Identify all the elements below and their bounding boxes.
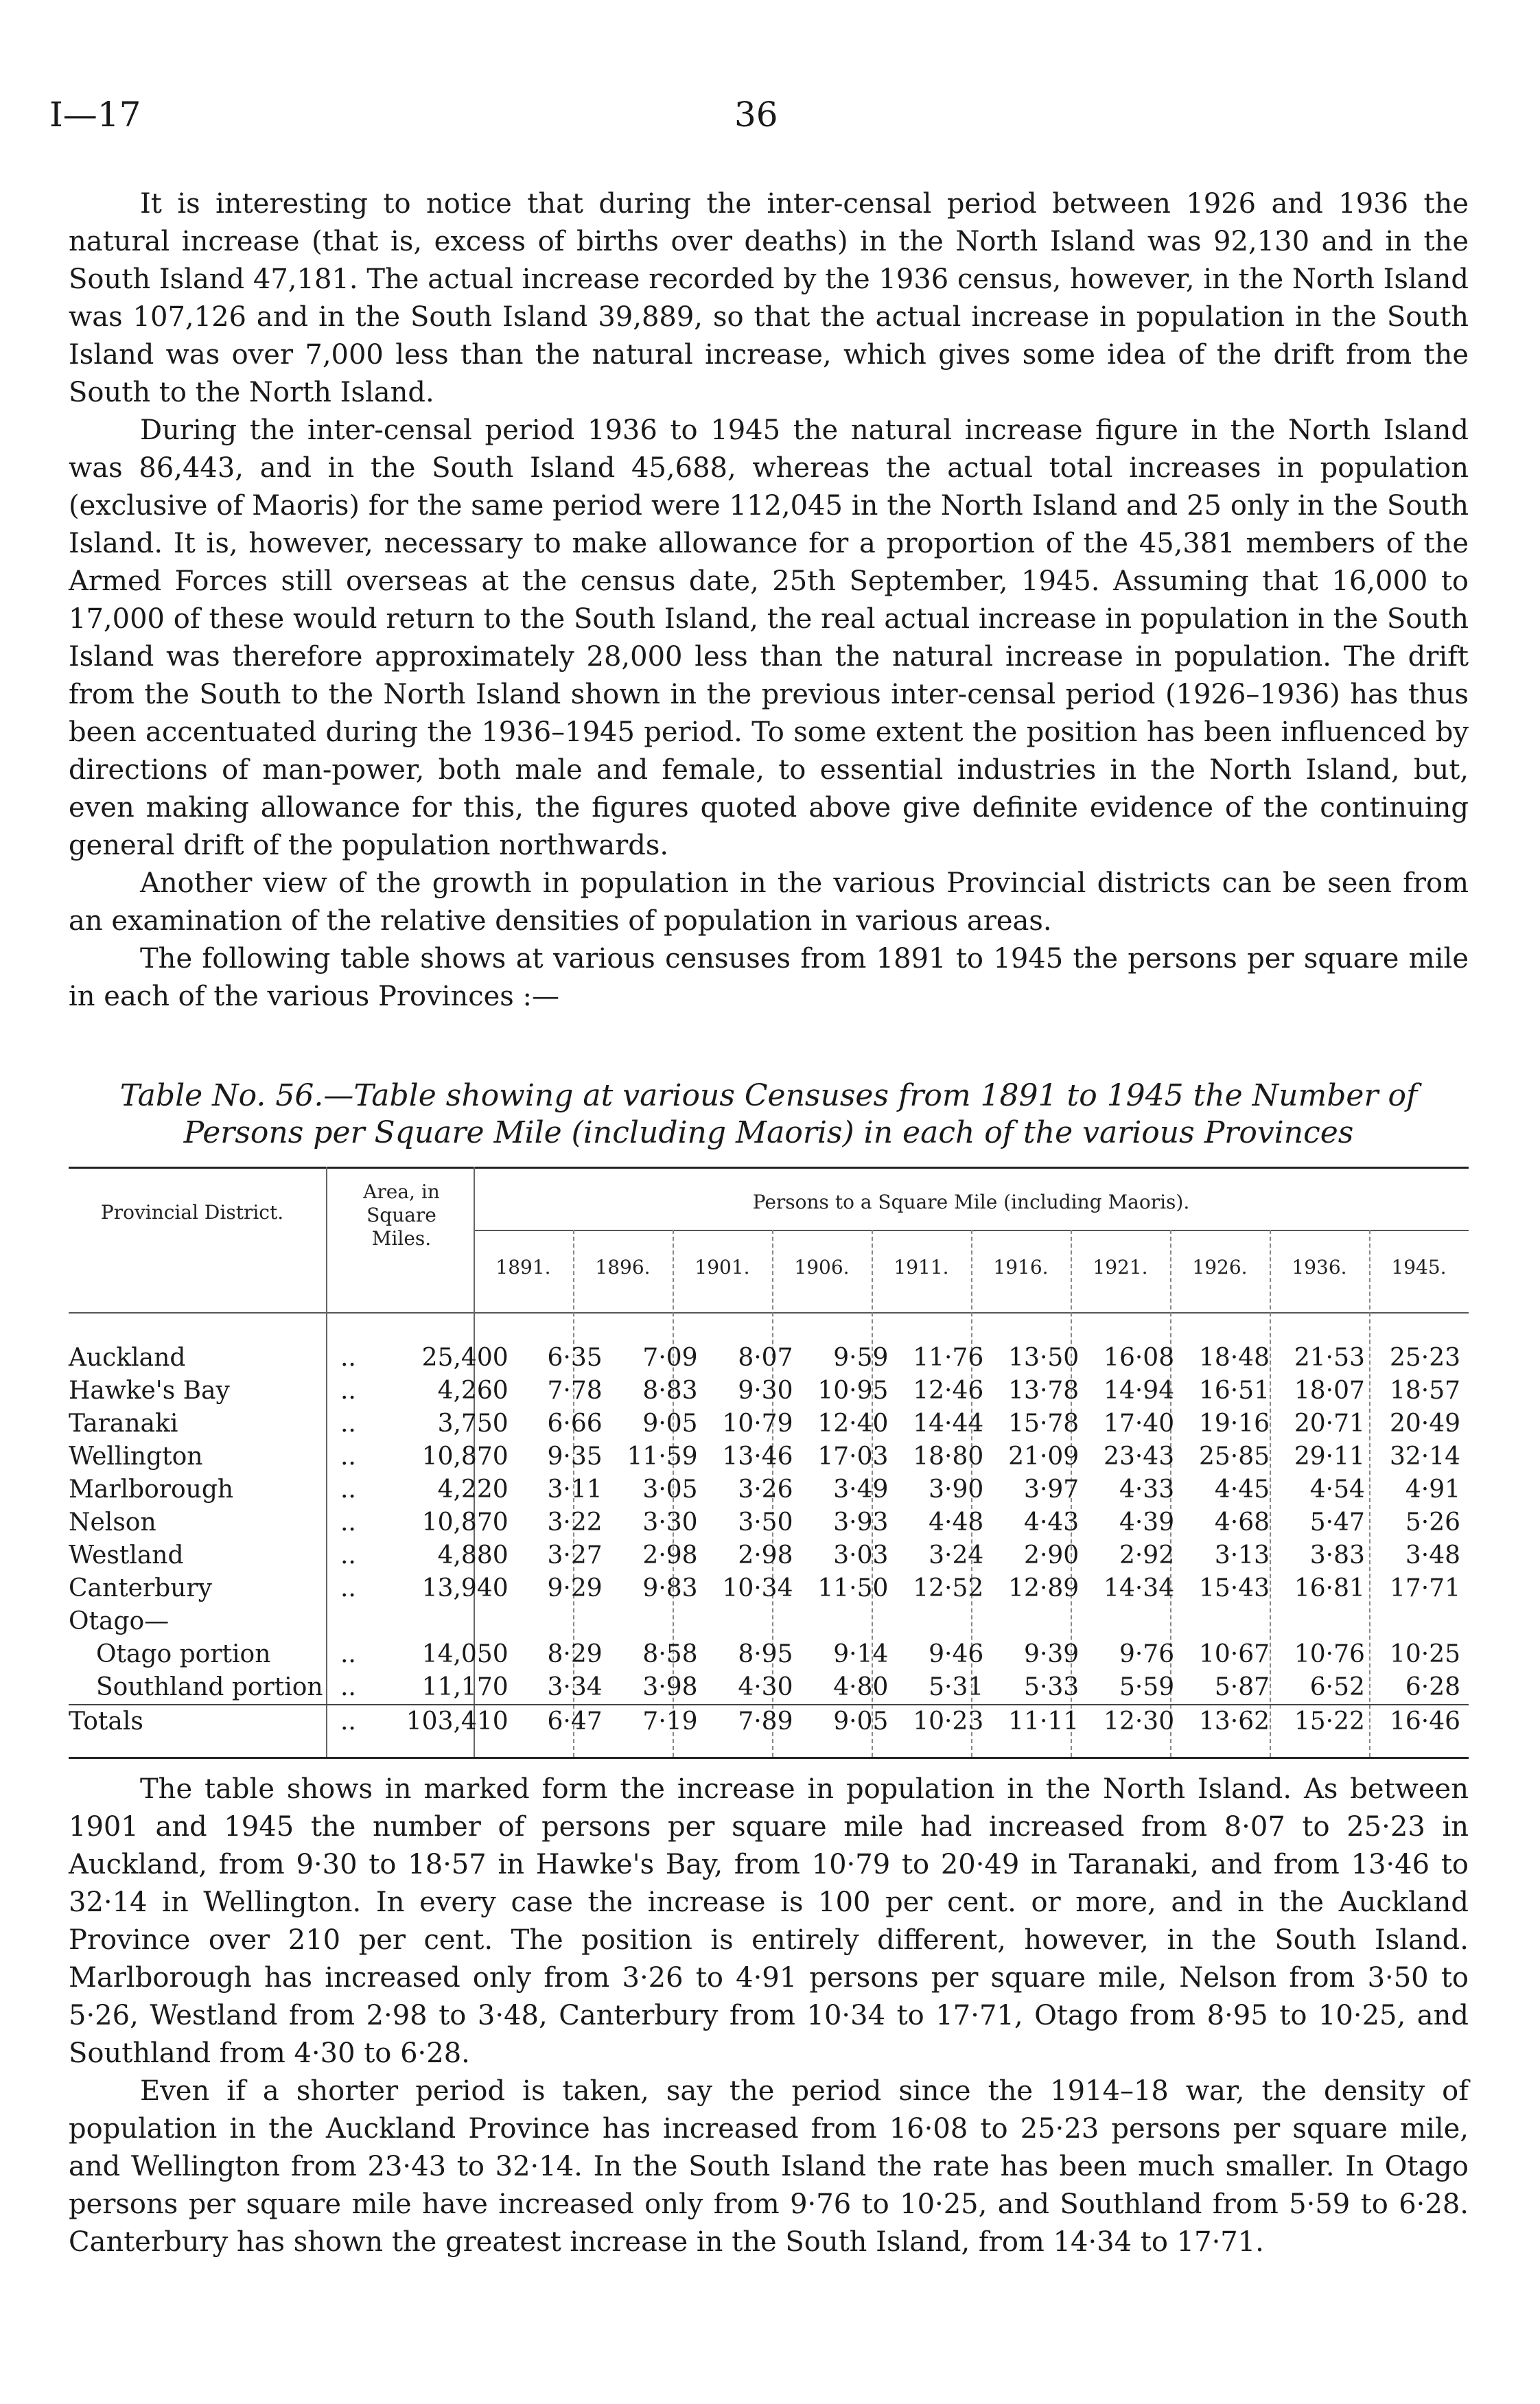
density-cell: 5·47 (1309, 1508, 1365, 1537)
density-cell: 20·49 (1389, 1410, 1460, 1438)
header-year: 1901. (695, 1256, 750, 1279)
density-table (69, 1342, 1469, 1738)
density-cell: 3·90 (929, 1475, 984, 1504)
density-cell: 8·83 (642, 1377, 698, 1405)
empty-cell (706, 1605, 802, 1638)
district-name: Hawke's Bay (69, 1377, 230, 1405)
density-cell: 29·11 (1294, 1443, 1365, 1471)
density-cell: 9·76 (1119, 1640, 1175, 1668)
density-cell: 3·13 (1214, 1541, 1270, 1569)
paragraph: Even if a shorter period is taken, say the period since the 1914–18 war, the density of population in the Auckland Province has increased from 16·08 to 25·23 persons per square mile, and Wellington from 23·43 to 32·14. In the South Island the rate has been much smaller. In Otago persons per square mile have increased only from 9·76 to 10·25, and Southland from 5·59 to 6·28. Canterbury has shown the greatest increase in the South Island, from 14·34 to 17·71. (69, 2075, 1469, 2258)
density-cell: 8·95 (738, 1640, 793, 1668)
density-cell: 14·34 (1104, 1574, 1175, 1602)
density-cell: 12·89 (1008, 1574, 1080, 1602)
density-cell: 7·89 (706, 1705, 802, 1738)
density-cell: 10·95 (817, 1377, 889, 1405)
density-cell: 7·78 (547, 1377, 603, 1405)
district-name: Nelson (69, 1508, 156, 1537)
density-cell: 4·43 (1024, 1508, 1080, 1537)
density-cell: 9·59 (833, 1344, 889, 1372)
area-cell: 14,050 (421, 1640, 509, 1668)
body-text-top (69, 185, 1469, 1016)
density-cell: 11·59 (627, 1443, 698, 1471)
table-row (69, 1705, 1469, 1738)
density-cell: 3·24 (929, 1541, 984, 1569)
density-cell: 12·52 (913, 1574, 984, 1602)
leader-dots: .. (340, 1508, 356, 1537)
table-row (69, 1375, 1469, 1408)
table-row (69, 1473, 1469, 1506)
density-cell: 14·94 (1104, 1377, 1175, 1405)
density-cell: 25·23 (1389, 1344, 1460, 1372)
density-cell: 15·43 (1198, 1574, 1270, 1602)
density-cell: 13·46 (722, 1443, 793, 1471)
density-cell: 7·09 (642, 1344, 698, 1372)
leader-dots: .. (340, 1344, 356, 1372)
empty-cell (611, 1605, 706, 1638)
density-cell: 6·35 (547, 1344, 603, 1372)
empty-cell (327, 1605, 394, 1638)
density-cell: 13·50 (1008, 1344, 1080, 1372)
density-cell: 5·26 (1405, 1508, 1460, 1537)
density-cell: 19·16 (1198, 1410, 1270, 1438)
density-cell: 23·43 (1104, 1443, 1175, 1471)
district-name: Totals (69, 1705, 327, 1738)
area-cell: 3,750 (437, 1410, 509, 1438)
area-cell: 10,870 (421, 1508, 509, 1537)
density-cell: 9·05 (642, 1410, 698, 1438)
density-cell: 12·46 (913, 1377, 984, 1405)
header-year: 1945. (1391, 1256, 1447, 1279)
density-cell: 4·45 (1214, 1475, 1270, 1504)
density-cell: 11·76 (913, 1344, 984, 1372)
density-cell: 5·31 (929, 1673, 984, 1701)
density-cell: 25·85 (1198, 1443, 1270, 1471)
empty-cell (1087, 1605, 1182, 1638)
page-number: 36 (734, 95, 778, 135)
header-year: 1921. (1093, 1256, 1148, 1279)
density-cell: 4·39 (1119, 1508, 1175, 1537)
density-cell: 3·49 (833, 1475, 889, 1504)
area-cell: 4,220 (437, 1475, 509, 1504)
density-cell: 9·83 (642, 1574, 698, 1602)
density-cell: 21·53 (1294, 1344, 1365, 1372)
density-cell: 5·33 (1024, 1673, 1080, 1701)
leader-dots: .. (340, 1443, 356, 1471)
district-name: Auckland (69, 1344, 186, 1372)
density-cell: 11·50 (817, 1574, 889, 1602)
leader-dots: .. (340, 1541, 356, 1569)
otago-heading: Otago— (69, 1607, 170, 1635)
header-persons-group: Persons to a Square Mile (including Maoris). (752, 1191, 1190, 1213)
density-cell: 12·40 (817, 1410, 889, 1438)
paragraph: The following table shows at various censuses from 1891 to 1945 the persons per square mile in each of the various Provinces :— (69, 943, 1469, 1012)
table-top-rule (69, 1167, 1469, 1169)
density-cell: 3·26 (738, 1475, 793, 1504)
density-cell: 3·48 (1405, 1541, 1460, 1569)
density-cell: 12·30 (1087, 1705, 1182, 1738)
density-cell: 8·58 (642, 1640, 698, 1668)
paragraph: Another view of the growth in population in the various Provincial districts can be seen from an examination of the relative densities of population in various areas. (69, 867, 1469, 937)
density-cell: 18·57 (1389, 1377, 1460, 1405)
density-cell: 3·11 (547, 1475, 603, 1504)
density-cell: 10·34 (722, 1574, 793, 1602)
empty-cell (394, 1605, 522, 1638)
empty-cell (1182, 1605, 1278, 1638)
density-cell: 10·25 (1389, 1640, 1460, 1668)
density-cell: 8·07 (738, 1344, 793, 1372)
empty-cell (896, 1605, 992, 1638)
table-row (69, 1408, 1469, 1440)
density-cell: 17·40 (1104, 1410, 1175, 1438)
report-code: I—17 (49, 95, 141, 135)
density-cell: 3·97 (1024, 1475, 1080, 1504)
density-cell: 3·93 (833, 1508, 889, 1537)
body-text-bottom (69, 1771, 1469, 2261)
density-cell: 16·46 (1373, 1705, 1469, 1738)
density-cell: 16·08 (1104, 1344, 1175, 1372)
density-cell: 3·50 (738, 1508, 793, 1537)
density-cell: 10·79 (722, 1410, 793, 1438)
density-cell: 10·76 (1294, 1640, 1365, 1668)
density-cell: 4·48 (929, 1508, 984, 1537)
density-cell: 9·14 (833, 1640, 889, 1668)
density-cell: 9·35 (547, 1443, 603, 1471)
empty-cell (1373, 1605, 1469, 1638)
density-cell: 3·27 (547, 1541, 603, 1569)
density-cell: 4·33 (1119, 1475, 1175, 1504)
header-bottom-rule (69, 1312, 1469, 1314)
density-cell: 3·98 (642, 1673, 698, 1701)
leader-dots: .. (340, 1640, 356, 1668)
density-cell: 5·59 (1119, 1673, 1175, 1701)
density-cell: 2·90 (1024, 1541, 1080, 1569)
table-row (69, 1506, 1469, 1539)
paragraph: The table shows in marked form the increase in population in the North Island. As between 1901 and 1945 the number of persons per square mile had increased from 8·07 to 25·23 in Auckland, from 9·30 to 18·57 in Hawke's Bay, from 10·79 to 20·49 in Taranaki, and from 13·46 to 32·14 in Wellington. In every case the increase is 100 per cent. or more, and in the Auckland Province over 210 per cent. The position is entirely different, however, in the South Island. Marlborough has increased only from 3·26 to 4·91 persons per square mile, Nelson from 3·50 to 5·26, Westland from 2·98 to 3·48, Canterbury from 10·34 to 17·71, Otago from 8·95 to 10·25, and Southland from 4·30 to 6·28. (69, 1773, 1469, 2069)
table-bottom-rule (69, 1757, 1469, 1759)
density-cell: 2·98 (642, 1541, 698, 1569)
density-cell: 3·03 (833, 1541, 889, 1569)
empty-cell (801, 1605, 896, 1638)
district-name: Southland portion (96, 1673, 323, 1701)
district-name: Taranaki (69, 1410, 178, 1438)
empty-cell (522, 1605, 611, 1638)
density-cell: 9·46 (929, 1640, 984, 1668)
density-cell: 6·28 (1405, 1673, 1460, 1701)
leader-dots: .. (340, 1673, 356, 1701)
table-row (69, 1440, 1469, 1473)
empty-cell (992, 1605, 1087, 1638)
table-row (69, 1605, 1469, 1638)
density-cell: 9·30 (738, 1377, 793, 1405)
density-cell: 15·22 (1278, 1705, 1373, 1738)
district-name: Marlborough (69, 1475, 234, 1504)
table-row (69, 1539, 1469, 1572)
density-cell: 4·80 (833, 1673, 889, 1701)
header-year: 1936. (1292, 1256, 1347, 1279)
area-cell: 4,260 (437, 1377, 509, 1405)
density-cell: 3·34 (547, 1673, 603, 1701)
leader-dots: .. (340, 1410, 356, 1438)
density-cell: 16·81 (1294, 1574, 1365, 1602)
table-caption: Table No. 56.—Table showing at various Censuses from 1891 to 1945 the Number of Persons per Square Mile (including Maoris) in each of the various Provinces (119, 1078, 1418, 1150)
density-cell: 14·44 (913, 1410, 984, 1438)
header-district: Provincial District. (100, 1201, 284, 1224)
leader-dots: .. (340, 1475, 356, 1504)
density-cell: 3·22 (547, 1508, 603, 1537)
density-cell: 21·09 (1008, 1443, 1080, 1471)
density-cell: 4·54 (1309, 1475, 1365, 1504)
density-cell: 9·05 (801, 1705, 896, 1738)
density-cell: 17·03 (817, 1443, 889, 1471)
density-cell: 4·91 (1405, 1475, 1460, 1504)
density-cell: 17·71 (1389, 1574, 1460, 1602)
density-cell: 18·80 (913, 1443, 984, 1471)
density-cell: 8·29 (547, 1640, 603, 1668)
density-cell: 16·51 (1198, 1377, 1270, 1405)
header-year: 1906. (794, 1256, 850, 1279)
density-cell: 7·19 (611, 1705, 706, 1738)
leader-dots: .. (327, 1705, 394, 1738)
density-cell: 10·23 (896, 1705, 992, 1738)
leader-dots: .. (340, 1574, 356, 1602)
density-cell: 6·52 (1309, 1673, 1365, 1701)
district-name: Canterbury (69, 1574, 212, 1602)
density-cell: 6·66 (547, 1410, 603, 1438)
density-cell: 13·78 (1008, 1377, 1080, 1405)
area-cell: 11,170 (421, 1673, 509, 1701)
district-name: Otago portion (96, 1640, 271, 1668)
density-cell: 10·67 (1198, 1640, 1270, 1668)
density-cell: 15·78 (1008, 1410, 1080, 1438)
table-row (69, 1638, 1469, 1671)
density-cell: 3·05 (642, 1475, 698, 1504)
header-area: Area, in Square Miles. (363, 1180, 440, 1250)
area-cell: 10,870 (421, 1443, 509, 1471)
density-cell: 4·68 (1214, 1508, 1270, 1537)
density-cell: 32·14 (1389, 1443, 1460, 1471)
header-year: 1916. (993, 1256, 1049, 1279)
density-cell: 13·62 (1182, 1705, 1278, 1738)
table-row (69, 1671, 1469, 1705)
empty-cell (1278, 1605, 1373, 1638)
header-year: 1896. (595, 1256, 651, 1279)
density-cell: 11·11 (992, 1705, 1087, 1738)
density-cell: 4·30 (738, 1673, 793, 1701)
density-cell: 2·92 (1119, 1541, 1175, 1569)
density-cell: 9·29 (547, 1574, 603, 1602)
header-year: 1926. (1192, 1256, 1248, 1279)
paragraph: It is interesting to notice that during the inter-censal period between 1926 and 1936 the natural increase (that is, excess of births over deaths) in the North Island was 92,130 and in the South Island 47,181. The actual increase recorded by the 1936 census, however, in the North Island was 107,126 and in the South Island 39,889, so that the actual increase in population in the South Island was over 7,000 less than the natural increase, which gives some idea of the drift from the South to the North Island. (69, 188, 1469, 408)
density-cell: 2·98 (738, 1541, 793, 1569)
header-year: 1911. (894, 1256, 949, 1279)
table-row (69, 1572, 1469, 1605)
density-cell: 3·83 (1309, 1541, 1365, 1569)
district-name: Westland (69, 1541, 184, 1569)
density-cell: 6·47 (522, 1705, 611, 1738)
area-cell: 13,940 (421, 1574, 509, 1602)
density-cell: 5·87 (1214, 1673, 1270, 1701)
area-cell: 4,880 (437, 1541, 509, 1569)
density-cell: 18·07 (1294, 1377, 1365, 1405)
density-cell: 18·48 (1198, 1344, 1270, 1372)
area-cell: 25,400 (421, 1344, 509, 1372)
density-cell: 20·71 (1294, 1410, 1365, 1438)
district-name: Wellington (69, 1443, 203, 1471)
density-cell: 9·39 (1024, 1640, 1080, 1668)
table-row (69, 1342, 1469, 1375)
density-cell: 3·30 (642, 1508, 698, 1537)
leader-dots: .. (340, 1377, 356, 1405)
area-cell: 103,410 (394, 1705, 522, 1738)
paragraph: During the inter-censal period 1936 to 1945 the natural increase figure in the North Island was 86,443, and in the South Island 45,688, whereas the actual total increases in population (exclusive of Maoris) for the same period were 112,045 in the North Island and 25 only in the South Island. It is, however, necessary to make allowance for a proportion of the 45,381 members of the Armed Forces still overseas at the census date, 25th September, 1945. Assuming that 16,000 to 17,000 of these would return to the South Island, the real actual increase in population in the South Island was therefore approximately 28,000 less than the natural increase in population. The drift from the South to the North Island shown in the previous inter-censal period (1926–1936) has thus been accentuated during the 1936–1945 period. To some extent the position has been influenced by directions of man-power, both male and female, to essential industries in the North Island, but, even making allowance for this, the figures quoted above give definite evidence of the continuing general drift of the population northwards. (69, 415, 1469, 861)
header-year: 1891. (495, 1256, 551, 1279)
